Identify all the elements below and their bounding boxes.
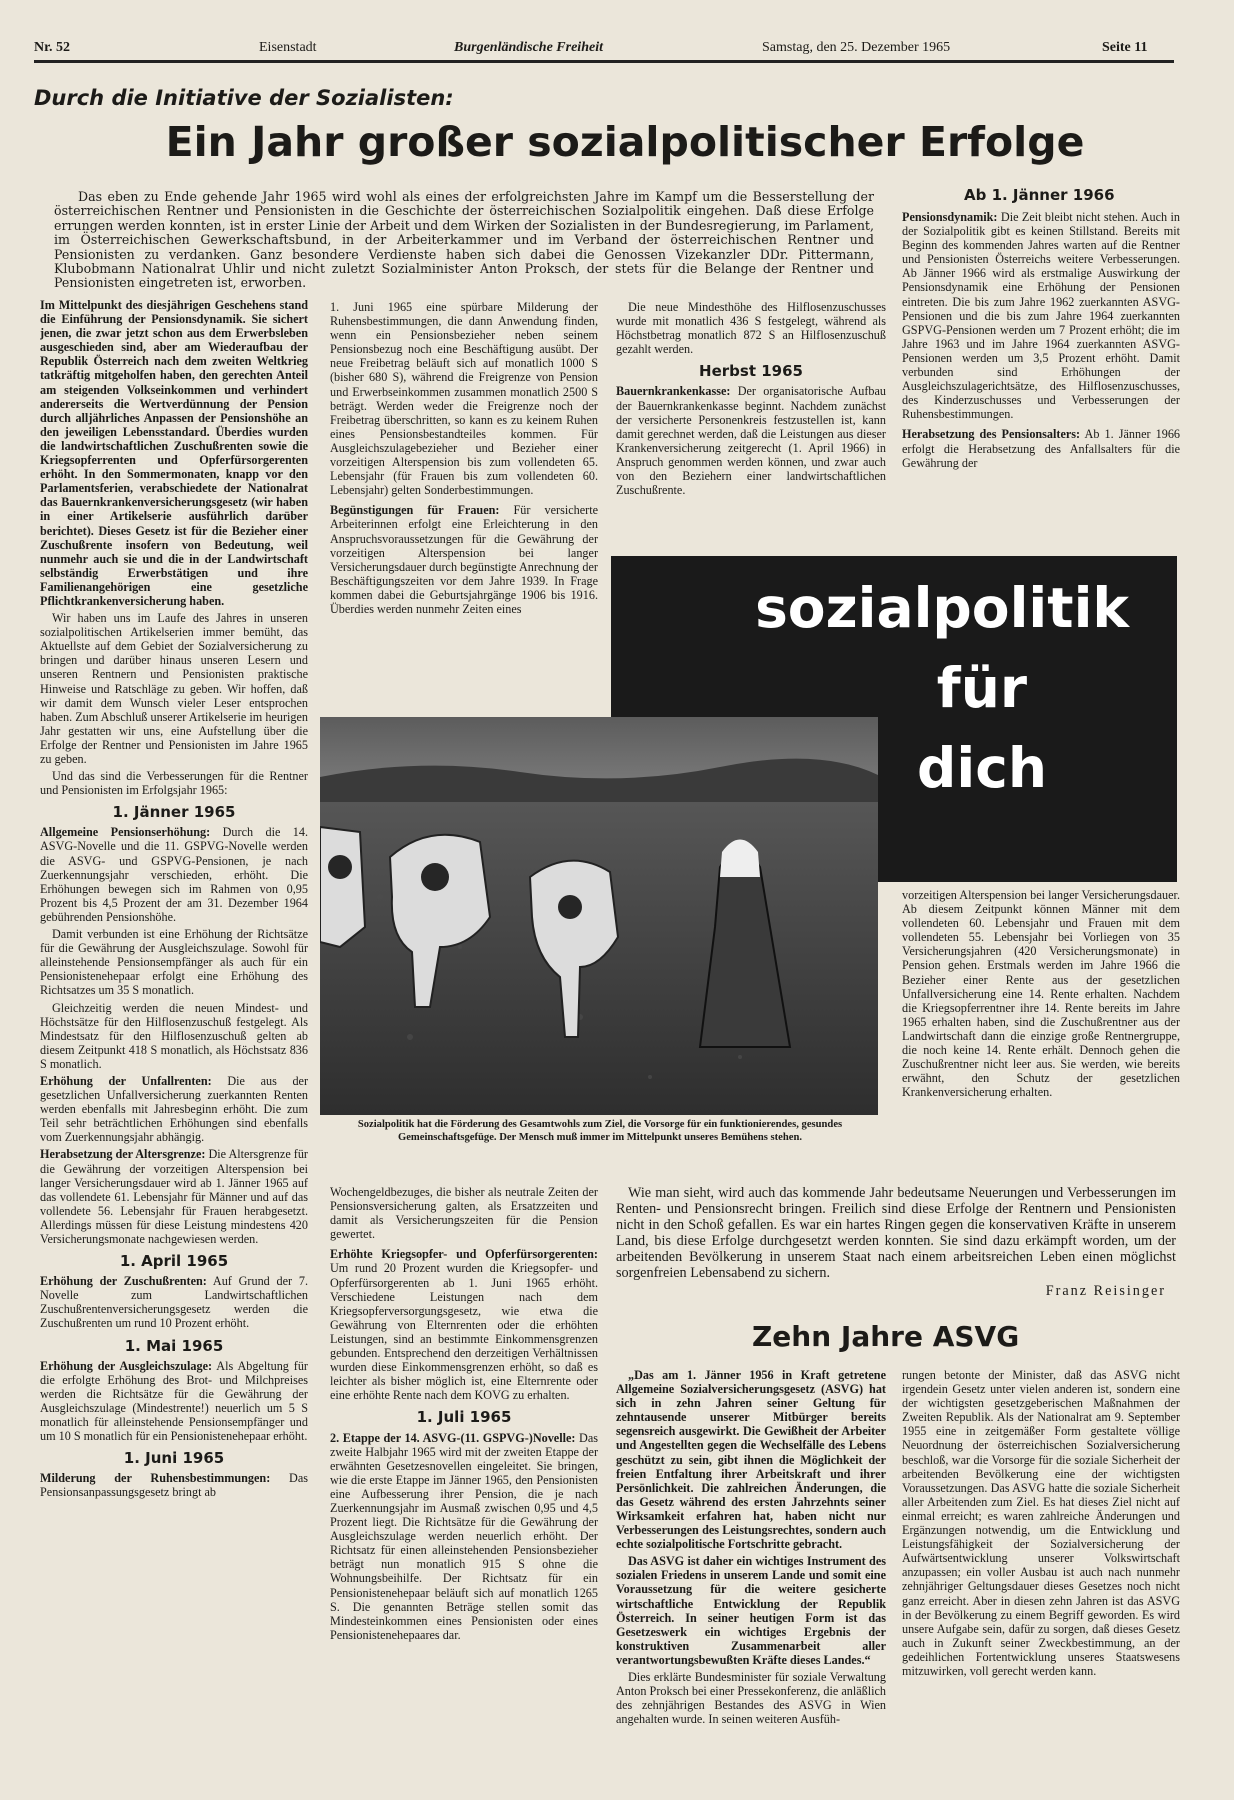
column-2 bbox=[330, 300, 598, 695]
column-3 bbox=[616, 300, 886, 540]
section-heading: 1. Jänner 1965 bbox=[112, 803, 236, 822]
quote-paragraph: Das ASVG ist daher ein wichtiges Instrument des sozialen Friedens in unserem Lande und somit eine Voraussetzung für die weitere gesicherte wirtschaftliche Entwicklung der Republik Österreich. In seiner heutigen Form ist das Gesetzeswerk ein wichtiges Ergebnis der konstruktiven Zusammenarbeit aller verantwortungsbewußten Kräfte dieses Landes.“ bbox=[616, 1554, 886, 1667]
paragraph: Als Abgeltung für die erfolgte Erhöhung des Brot- und Milchpreises werden die Richtsätze für die Gewährung der Ausgleichszulage (Mindestrente!) neuerlich um 5 S monatlich für alleinstehende Pensionsempfänger und um 10 S monatlich für ein Pensionistenehepaar erhöht. bbox=[40, 1358, 308, 1444]
paragraph: Auf Grund der 7. Novelle zum Landwirtschaftlichen Zuschußrentenversicherungsgesetz werden die Zuschußrenten um rund 10 Prozent erhöht. bbox=[40, 1274, 308, 1331]
section-heading: 1. Juli 1965 bbox=[416, 1408, 512, 1427]
paragraph: Ab 1. Jänner 1966 erfolgt die Herabsetzung des Anfallsalters für die Gewährung der bbox=[902, 427, 1180, 470]
column-1 bbox=[40, 298, 308, 1768]
issue-date: Samstag, den 25. Dezember 1965 bbox=[762, 40, 951, 55]
lead-paragraph: Das eben zu Ende gehende Jahr 1965 wird wohl als eines der erfolgreichsten Jahre im Kampf um die Besserstellung der österreichischen Rentner und Pensionisten in die Geschichte der österreichischen Sozialpolitik eingehen. Daß diese Erfolge errungen werden konnten, ist in erster Linie der Arbeit und dem Wirken der Sozialisten in der Bundesregierung, im Parlament, im Österreichischen Gewerkschaftsbund, in der Arbeiterkammer und im Verband der österreichischen Rentner und Pensionisten zu verdanken. Ganz besondere Verdienste haben sich dabei die Genossen Vizekanzler DDr. Pittermann, Klubobmann Nationalrat Uhlir und nicht zuletzt Sozialminister Anton Proksch, der stets für die Belange der Rentner und Pensionisten eingetreten ist, erworben. bbox=[54, 190, 874, 291]
paragraph: vorzeitigen Alterspension bei langer Versicherungsdauer. Ab diesem Zeitpunkt können Männer mit dem vollendeten 60. Lebensjahr und Frauen mit dem vollendeten 55. Lebensjahr bei Vorliegen von 35 Versicherungsjahren (420 Versicherungsmonate) in Pension gehen. Erstmals werden im Jahre 1966 die Bezieher einer Rente aus der gesetzlichen Unfallversicherung eine 14. Rente erhalten. Nachdem die Kriegsopferrentner ihre 14. Rente bereits im Jahre 1965 erhalten haben, sind die Zuschußrentner aus der Landwirtschaft dann die einzige große Rentnergruppe, die noch keine 14. Rente erhält. Dennoch gehen die Zuschußrentner nicht leer aus. Sie werden, wie bereits erwähnt, den Schutz der gesetzlichen Krankenversicherung erhalten. bbox=[902, 888, 1180, 1100]
paragraph: Die aus der gesetzlichen Unfallversicherung zuerkannten Renten werden ebenfalls mit Jahresbeginn erhöht. Die zum Teil sehr beträchtlichen Erhöhungen sind ebenfalls vom Zuerkennungsjahr abhängig. bbox=[40, 1073, 308, 1145]
asvg-column-1 bbox=[616, 1368, 886, 1768]
subheading: Bauernkrankenkasse: bbox=[616, 384, 731, 399]
paragraph: Damit verbunden ist eine Erhöhung der Richtsätze für die Gewährung der Ausgleichszulage. Sowohl für alleinstehende Pensionsempfänger als auch für ein Pensionistenehepaar erfolgt eine Erhöhung des Richtsatzes um 35 S monatlich. bbox=[40, 927, 308, 998]
section-heading-1966: Ab 1. Jänner 1966 bbox=[964, 186, 1115, 204]
paragraph: Für versicherte Arbeiterinnen erfolgt eine Erleichterung in den Anspruchsvoraussetzungen für die Gewährung der vorzeitigen Alterspension bei langer Versicherungsdauer durch begünstigte Anrechnung der Beschäftigungszeiten vor dem Jahre 1939. In Frage kommen dabei die Geburtsjahrgänge 1906 bis 1916. Überdies werden nunmehr Zeiten eines bbox=[330, 503, 598, 616]
subheading: Herabsetzung des Pensionsalters: bbox=[902, 427, 1081, 442]
subheading: Herabsetzung der Altersgrenze: bbox=[40, 1147, 206, 1162]
subheading: Erhöhung der Unfallrenten: bbox=[40, 1073, 212, 1088]
subheading: Milderung der Ruhensbestimmungen: bbox=[40, 1471, 271, 1486]
headline: Ein Jahr großer sozialpolitischer Erfolge bbox=[165, 118, 1085, 166]
banner-line: sozialpolitik bbox=[755, 576, 1129, 640]
photo-caption: Sozialpolitik hat die Förderung des Gesamtwohls zum Ziel, die Vorsorge für ein funktionierendes, gesundes Gemeinschaftsgefüge. Der Mensch muß immer im Mittelpunkt unseres Bemühens stehen. bbox=[357, 1119, 843, 1143]
banner-line: für bbox=[936, 656, 1027, 720]
place: Eisenstadt bbox=[259, 40, 317, 55]
asvg-headline: Zehn Jahre ASVG bbox=[752, 1320, 1020, 1353]
banner-line: dich bbox=[917, 736, 1047, 800]
subheading: Erhöhte Kriegsopfer- und Opferfürsorgerenten: bbox=[330, 1247, 598, 1262]
paragraph: Dies erklärte Bundesminister für soziale Verwaltung Anton Proksch bei einer Pressekonferenz, die anläßlich des zehnjährigen Bestandes des ASVG in Wien angehalten wurde. In seinen weiteren Ausfüh- bbox=[616, 1669, 886, 1727]
paragraph: Die Zeit bleibt nicht stehen. Auch in der Sozialpolitik gibt es keinen Stillstand. Bereits mit Beginn des kommenden Jahres warten auf die Rentner und Pensionisten Österreichs weitere Verbesserungen. Ab Jänner 1966 wird als erstmalige Auswirkung der Pensionsdynamik eine Erhöhung der Pensionen eintreten. Die bis zum Jahre 1962 zuerkannten ASVG-Pensionen und die bis zum Jahre 1964 zuerkannten GSPVG-Pensionen werden um 7 Prozent erhöht; die im Jahre 1963 und im Jahre 1964 zuerkannten ASVG-Pensionen werden um 3,5 Prozent erhöht. Damit verbunden sind Erhöhungen der Ausgleichszulagerichtsätze, des Hilflosenzuschusses, des Kinderzuschusses und Verbesserungen der Ruhensbestimmungen. bbox=[902, 210, 1180, 422]
photo-illustration bbox=[320, 717, 878, 1115]
column-4-continued bbox=[902, 888, 1180, 1180]
section-heading: 1. Juni 1965 bbox=[123, 1449, 225, 1468]
running-header bbox=[34, 38, 1174, 63]
subheading: Begünstigungen für Frauen: bbox=[330, 503, 500, 518]
paragraph: Die neue Mindesthöhe des Hilflosenzuschusses wurde mit monatlich 436 S festgelegt, während als Höchstbetrag monatlich 872 S an Hilflosenzuschuß gezahlt werden. bbox=[616, 300, 886, 357]
paragraph: Wir haben uns im Laufe des Jahres in unseren sozialpolitischen Artikelserien immer bemüht, das Aktuellste auf dem Gebiet der Sozialversicherung zu bringen und darüber hinaus unseren Lesern und unseren Rentnern und Pensionisten praktische Hinweise und Ratschläge zu geben. Wir hoffen, daß wir damit dem Wunsch vieler Leser entsprochen haben. Zum Abschluß unserer Artikelserie im heurigen Jahr gestatten wir uns, eine Aufstellung über die Erfolge der Rentner und Pensionisten im Jahre 1965 zu geben. bbox=[40, 611, 308, 766]
paragraph: Gleichzeitig werden die neuen Mindest- und Höchstsätze für den Hilflosenzuschuß festgelegt. Als Mindestsatz für den Hilflosenzuschuß gelten ab diesem Zeitpunkt 418 S monatlich, als Höchstsatz 836 S monatlich. bbox=[40, 1000, 308, 1071]
cows-and-farmer-photo bbox=[320, 717, 878, 1115]
page-number: Seite 11 bbox=[1102, 40, 1148, 55]
paragraph: Um rund 20 Prozent wurden die Kriegsopfer- und Opferfürsorgerenten ab 1. Juni 1965 erhöht. Verschiedene Leistungen nach dem Kriegsopferversorgungsgesetz, wie etwa die Gewährung von Elternrenten oder die erhöhten Leistungen, sind an bestimmte Einkommensgrenzen gebunden. Entsprechend den derzeitigen Verhältnissen wurden diese Einkommensgrenzen erhöht, so daß es leichter als bisher möglich ist, eine Elternrente oder eine erhöhte Rente nach dem KOVG zu erhalten. bbox=[330, 1261, 598, 1403]
paragraph: Wochengeldbezuges, die bisher als neutrale Zeiten der Pensionsversicherung galten, als Ersatzzeiten und damit als Versicherungszeiten für die Pension gewertet. bbox=[330, 1185, 598, 1242]
author-signature: Franz Reisinger bbox=[1045, 1283, 1166, 1300]
subheading: 2. Etappe der 14. ASVG-(11. GSPVG-)Novelle: bbox=[330, 1430, 576, 1445]
paragraph: Die Altersgrenze für die Gewährung der vorzeitigen Alterspension bei langer Versicherungsdauer wird ab 1. Jänner 1965 auf das vollendete 61. Lebensjahr für Männer und auf das vollendete 56. Lebensjahr für Frauen herabgesetzt. Allerdings müssen für diese Leistung mindestens 420 Versicherungsmonate nachgewiesen werden. bbox=[40, 1147, 308, 1246]
paragraph: Das zweite Halbjahr 1965 wird mit der zweiten Etappe der erwähnten Gesetzesnovellen eingeleitet. Sie bringen, wie die erste Etappe im Jänner 1965, den Pensionisten eine Aufbesserung ihrer Pension, die je nach Zuerkennungsjahr im Ausmaß zwischen 0,95 und 4,5 Prozent liegt. Die Richtsätze für die Gewährung der Ausgleichszulage werden neuerlich erhöht. Der Richtsatz für einen alleinstehenden Pensionsbezieher beträgt nun monatlich 915 S ohne die Wohnungsbeihilfe. Der Richtsatz für ein Pensionistenehepaar beläuft sich auf monatlich 1265 S. Die genannten Beträge stellen somit das Mindesteinkommen eines Pensionisten oder eines Pensionistenehepaares dar. bbox=[330, 1430, 598, 1642]
paragraph: Der organisatorische Aufbau der Bauernkrankenkasse beginnt. Nachdem zunächst der versicherte Personenkreis festzustellen ist, kann damit gerechnet werden, daß die Leistungen aus dieser Krankenversicherung zeitgerecht (1. April 1966) in Anspruch genommen werden können, und zwar auch von den Beziehern einer landwirtschaftlichen Zuschußrente. bbox=[616, 384, 886, 498]
subheading: Pensionsdynamik: bbox=[902, 210, 998, 224]
section-heading: 1. April 1965 bbox=[119, 1252, 229, 1271]
paragraph: Und das sind die Verbesserungen für die Rentner und Pensionisten im Erfolgsjahr 1965: bbox=[40, 769, 308, 798]
paragraph: 1. Juni 1965 eine spürbare Milderung der Ruhensbestimmungen, die dann Anwendung finden, wenn ein Pensionsbezieher neben seinem Pensionsbezug noch eine Beschäftigung ausübt. Der neue Freibetrag beläuft sich auf monatlich 1000 S (bisher 680 S), während die Freigrenze von Pension und Erwerbseinkommen zusammen monatlich 2500 S beträgt. Werden weder die Freigrenze noch der Freibetrag überschritten, so kann es zu keinem Ruhen eines Pensionsbestandteiles kommen. Für Ausgleichszulagebezieher und Bezieher einer vorzeitigen Alterspension bis zum vollendeten 65. Lebensjahr (für Frauen bis zum vollendeten 60. Lebensjahr) gelten Sonderbestimmungen. bbox=[330, 300, 598, 498]
issue-number: Nr. 52 bbox=[34, 40, 71, 55]
column-2-continued bbox=[330, 1185, 598, 1770]
asvg-column-2 bbox=[902, 1368, 1180, 1768]
kicker: Durch die Initiative der Sozialisten: bbox=[34, 86, 454, 110]
quote-paragraph: „Das am 1. Jänner 1956 in Kraft getretene Allgemeine Sozialversicherungsgesetz (ASVG) hat sich in zehn Jahren seiner Geltung für zehntausende unserer Mitbürger bereits segensreich ausgewirkt. Die Gewißheit der Arbeiter und Angestellten gegen die Wechselfälle des Lebens geschützt zu sein, gibt ihnen die Möglichkeit der freien Entfaltung ihrer Arbeitskraft und ihrer Persönlichkeit. Die zahlreichen Änderungen, die das Gesetz während des ersten Jahrzehnts seiner Wirksamkeit erfahren hat, haben nicht nur Verbesserungen des Leistungsrechtes, sondern auch echte sozialpolitische Fortschritte gebracht. bbox=[616, 1368, 886, 1552]
subheading: Erhöhung der Ausgleichszulage: bbox=[40, 1358, 213, 1373]
intro-paragraph: Im Mittelpunkt des diesjährigen Geschehens stand die Einführung der Pensionsdynamik. Sie sichert jenen, die zwar jetzt schon aus dem Erwerbsleben ausgeschieden sind, aber am Wiederaufbau der Republik Österreich nach dem zweiten Weltkrieg tatkräftig mitgeholfen haben, den gerechten Anteil am steigenden Volkseinkommen und verhindert andererseits die Wertverdünnung der Pension durch alljährliches Anpassen der Pensionshöhe an den jeweiligen Lebensstandard. Überdies wurden die landwirtschaftlichen Zuschußrenten sowie die Kriegsopferrenten und Opferfürsorgerenten erhöht. In den Sommermonaten, knapp vor den Parlamentsferien, verabschiedete der Nationalrat das Bauernkrankenversicherungsgesetz (wir haben in einer Artikelserie ausführlich darüber berichtet). Dieses Gesetz ist für die Bezieher einer Zuschußrente insofern von Bedeutung, weil nunmehr auch sie und die in der Landwirtschaft selbständig Erwerbstätigen und ihre Familienangehörigen eine gesetzliche Pflichtkrankenversicherung haben. bbox=[40, 298, 308, 608]
section-heading: Herbst 1965 bbox=[699, 362, 803, 381]
paragraph: rungen betonte der Minister, daß das ASVG nicht irgendein Gesetz unter vielen anderen ist, sondern eine der wichtigsten gesetzgeberischen Maßnahmen der Zweiten Republik. Als der Nationalrat am 9. September 1955 eine in zeitgemäßer Form gestaltete völlige Neuordnung der österreichischen Sozialversicherung beschloß, war die Vorsorge für die soziale Sicherheit der arbeitenden Bevölkerung eine der wichtigsten Voraussetzungen. Das ASVG hatte die soziale Sicherheit aller Arbeitenden zum Ziel. Es hat dieses Ziel nicht auf einmal erreicht; es waren zahlreiche Änderungen und Ergänzungen notwendig, um die Entwicklung und Leistungsfähigkeit der Sozialversicherung der Aufwärtsentwicklung unserer Volkswirtschaft anzupassen; ein voller Ausbau ist auch nach nunmehr zehnjähriger Geltungsdauer dieses Gesetzes noch nicht ganz erreicht. Aber in diesen zehn Jahren ist das ASVG in der Bevölkerung zu einem Begriff geworden. Es wird unsere Aufgabe sein, dafür zu sorgen, daß dieses Gesetz auch in Zukunft seiner Zweckbestimmung, an der gedeihlichen Fortentwicklung unseres Staatswesens mitzuwirken, voll gerecht werden kann. bbox=[902, 1368, 1180, 1678]
section-heading: 1. Mai 1965 bbox=[124, 1336, 224, 1355]
subheading: Erhöhung der Zuschußrenten: bbox=[40, 1274, 207, 1289]
paragraph: Wie man sieht, wird auch das kommende Jahr bedeutsame Neuerungen und Verbesserungen im Renten- und Pensionsrecht bringen. Freilich sind diese Erfolge der Rentnern und Pensionisten nicht in den Schoß gefallen. Es war ein hartes Ringen gegen die konservativen Kräfte in unserem Land, bis diese Erfolge durchgesetzt werden konnten. Sie sind dazu erkämpft worden, um der arbeitenden Bevölkerung in unserem Staat nach einem arbeitsreichen Leben einen möglichst sorgenfreien Lebensabend zu sichern. bbox=[616, 1186, 1176, 1281]
subheading: Allgemeine Pensionserhöhung: bbox=[40, 825, 211, 840]
paragraph: Durch die 14. ASVG-Novelle und die 11. GSPVG-Novelle werden die ASVG- und GSPVG-Pensionen, je nach Zuerkennungsjahr verschieden, erhöht. Die Erhöhungen bewegen sich im Rahmen von 0,95 Prozent bis 4,5 Prozent der am 31. Dezember 1964 gebührenden Pensionshöhe. bbox=[40, 825, 308, 924]
conclusion bbox=[616, 1186, 1176, 1311]
paragraph: Das Pensionsanpassungsgesetz bringt ab bbox=[40, 1471, 308, 1500]
column-4 bbox=[902, 210, 1180, 540]
newspaper-name: Burgenländische Freiheit bbox=[454, 40, 603, 55]
